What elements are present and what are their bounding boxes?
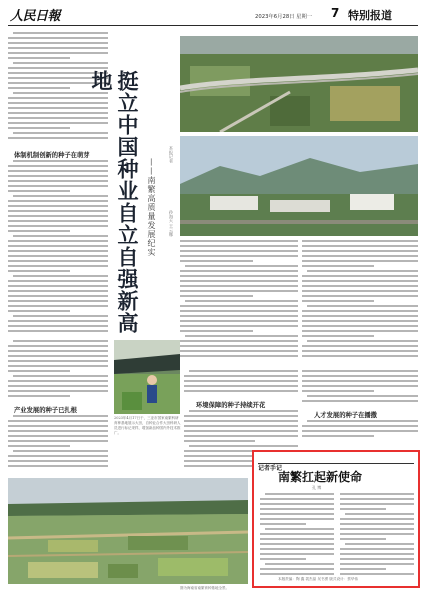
article-column-right-2: [302, 370, 418, 408]
notes-label: 记者手记: [258, 465, 283, 472]
page-number: 7: [331, 6, 340, 20]
article-column-left-2: [8, 160, 108, 338]
reporter-notes-box: [252, 450, 420, 588]
notes-title: 南繁扛起新使命: [278, 470, 363, 484]
newspaper-logo: 人民日報: [10, 9, 61, 24]
byline-label: 本报记者: [169, 146, 174, 163]
researcher-field-photo: [114, 340, 180, 414]
article-column-left-4: [8, 415, 108, 471]
headline: 挺立中国种业自立自强新高地: [89, 70, 140, 334]
aerial-bridge-photo: [180, 36, 418, 132]
subhead-1: 体制机制创新的种子在萌芽: [14, 152, 90, 159]
photo-caption-2: 图为海南省南繁育种基地全景。: [180, 586, 229, 590]
notes-author: 孔 博: [312, 485, 322, 490]
issue-date: 2023年6月28日 星期一: [255, 14, 313, 20]
subhead-4: 人才发展的种子在播撒: [314, 412, 377, 419]
masthead: [8, 4, 418, 26]
farmland-aerial-photo: [8, 478, 248, 584]
subhead-2: 产业发展的种子已扎根: [14, 407, 77, 414]
subhead-3: 环境保障的种子持续开花: [196, 402, 266, 409]
article-column-center-2: [184, 370, 298, 398]
subtitle: ——南繁高质量发展纪实: [147, 158, 156, 257]
research-campus-photo: [180, 136, 418, 236]
section-title: 特别报道: [348, 9, 392, 22]
headline-block: [89, 40, 180, 338]
article-column-right-3: [302, 420, 418, 446]
photo-caption-1: 2023年4月17日于，三亚市国家南繁科研育种基地展示大田，自种业合作大田科研人员进行标记采样，增加新品种国内外技术推广。: [114, 416, 181, 435]
notes-body-right: [340, 493, 414, 579]
notes-header: [258, 455, 414, 472]
byline-names: 孙海天 王云娜: [169, 210, 174, 237]
notes-body-left: [260, 493, 334, 579]
page-editors-credit: 本版责编：陶 鑫 裴杰晶 吴书勇 版式设计：蔡华伟: [278, 577, 359, 581]
article-column-center: [180, 240, 298, 364]
article-column-right: [302, 240, 418, 364]
article-column-left-3: [8, 340, 108, 402]
